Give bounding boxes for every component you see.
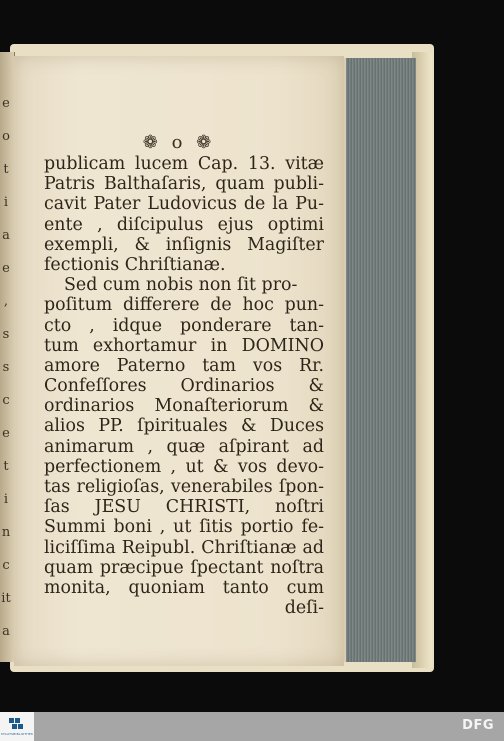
- text-line: cto , idque ponderare tan-: [44, 315, 324, 336]
- left-page-fragment: a: [2, 228, 10, 243]
- text-line: monita, quoniam tanto cum: [44, 577, 324, 598]
- dfg-logo[interactable]: DFG: [462, 718, 494, 733]
- text-line: tum exhortamur in DOMINO: [44, 335, 324, 356]
- text-line: alios PP. ſpirituales & Duces: [44, 416, 324, 437]
- left-page-fragment: n: [1, 525, 11, 540]
- text-line: liciſſima Reipubl. Chriſtianæ ad: [44, 537, 324, 558]
- book-page: [14, 56, 344, 666]
- page-stack: [344, 58, 416, 662]
- left-page-fragment: ,: [3, 294, 9, 309]
- left-page-edge: [0, 52, 15, 662]
- text-line: poſitum differere de hoc pun-: [44, 295, 324, 316]
- left-page-fragment: t: [3, 459, 9, 474]
- text-line: tas religioſas, venerabiles ſpon-: [44, 477, 324, 497]
- text-line: amore Paterno tam vos Rr.: [44, 355, 324, 376]
- left-page-fragment: s: [2, 360, 10, 375]
- text-line: exempli, & inſignis Magiſter: [44, 234, 324, 255]
- viewer-footer-bar: [0, 712, 504, 741]
- text-line: perfectionem , ut & vos devo-: [44, 456, 324, 477]
- text-line: deſi-: [284, 598, 324, 619]
- text-line: publicam lucem Cap. 13. vitæ: [44, 154, 324, 174]
- left-page-fragment: e: [2, 96, 10, 111]
- left-page-fragment: c: [2, 558, 10, 573]
- text-line: ſas JESU CHRISTI, noſtri: [44, 497, 324, 518]
- text-line: cavit Pater Ludovicus de la Pu-: [44, 194, 324, 215]
- left-page-fragment: i: [3, 195, 9, 210]
- left-page-fragment: s: [2, 327, 10, 342]
- text-line: ente , diſcipulus ejus optimi: [44, 214, 324, 235]
- text-line: Sed cum nobis non ſit pro-: [64, 275, 298, 296]
- left-page-fragment: e: [2, 261, 10, 276]
- page-ornament: ❁ o ❁: [142, 132, 216, 153]
- text-line: quam præcipue ſpectant noſtra: [44, 557, 324, 578]
- library-logo[interactable]: [0, 712, 34, 741]
- text-line: fectionis Chriſtianæ.: [44, 254, 226, 275]
- left-page-fragment: it: [1, 591, 11, 606]
- left-page-fragment: i: [3, 492, 9, 507]
- left-page-fragment: t: [3, 162, 9, 177]
- left-page-fragment: c: [2, 393, 10, 408]
- page-text-block: [44, 154, 324, 618]
- text-line: Confeſſores Ordinarios &: [44, 376, 324, 397]
- text-line: Summi boni , ut ſitis portio fe-: [44, 517, 324, 538]
- left-page-fragment: a: [2, 624, 10, 639]
- text-line: animarum , quæ aſpirant ad: [44, 436, 324, 457]
- library-logo-icon: [9, 718, 25, 732]
- left-page-fragment: e: [2, 426, 10, 441]
- text-line: ordinarios Monaſteriorum &: [44, 396, 324, 417]
- text-line: Patris Balthaſaris, quam publi-: [44, 174, 324, 195]
- left-page-fragment: o: [2, 129, 10, 144]
- library-logo-text: STAATSBIBLIOTHEK: [0, 731, 34, 736]
